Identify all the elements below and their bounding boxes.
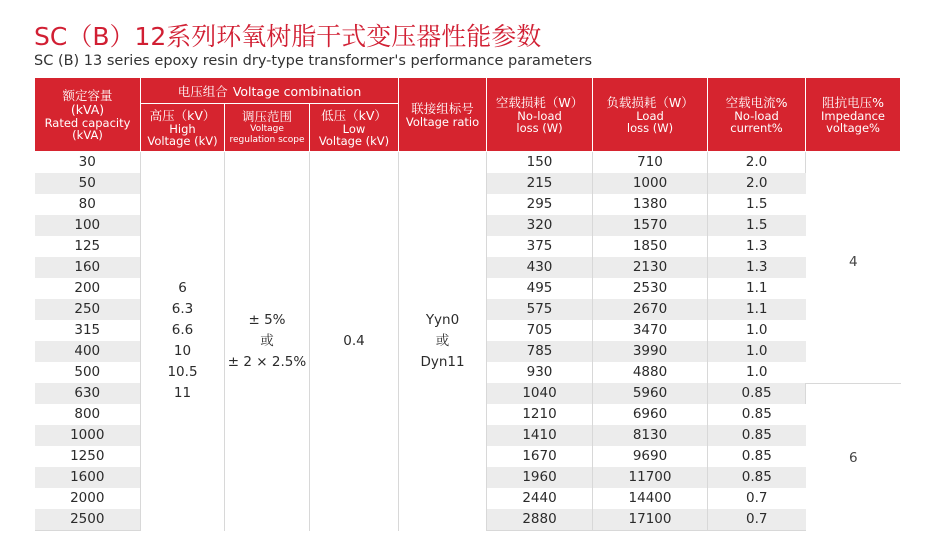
rated-capacity-cell: 30 <box>35 152 141 174</box>
voltage-ratio-cell-value: Yyn0 <box>425 311 460 328</box>
load-loss-cell: 4880 <box>593 362 708 383</box>
low-voltage-cell: 0.4 <box>310 152 399 531</box>
no-load-current-cell: 1.0 <box>746 322 768 338</box>
load-loss-cell: 1850 <box>593 236 708 257</box>
rated-capacity-cell: 200 <box>35 278 141 299</box>
no-load-current-cell: 0.85 <box>741 406 772 422</box>
header-regulation-scope: 调压范围 Voltage regulation scope <box>225 104 310 152</box>
high-voltage-cell-value: 6.3 <box>171 301 194 318</box>
header-low-voltage: 低压（kV） Low Voltage (kV) <box>310 104 399 152</box>
rated-capacity-cell: 1600 <box>35 467 141 488</box>
load-loss-cell: 2130 <box>593 257 708 278</box>
no-load-loss-cell: 1210 <box>487 404 593 425</box>
rated-capacity-cell: 2500 <box>35 509 141 531</box>
header-load-loss: 负载损耗（W） Load loss (W) <box>593 78 708 152</box>
page-subtitle: SC (B) 13 series epoxy resin dry-type transformer's performance parameters <box>34 53 593 69</box>
rated-capacity-cell: 630 <box>35 383 141 404</box>
load-loss-cell: 3990 <box>593 341 708 362</box>
performance-table <box>34 77 901 531</box>
no-load-current-cell: 1.5 <box>708 215 806 236</box>
no-load-current-cell: 0.85 <box>708 425 806 446</box>
load-loss-cell: 8130 <box>593 425 708 446</box>
no-load-loss-cell: 930 <box>487 362 593 383</box>
header-impedance-voltage: 阻抗电压% Impedance voltage% <box>806 78 901 152</box>
no-load-loss-cell: 1670 <box>487 446 593 467</box>
table-row <box>35 152 901 174</box>
no-load-loss-cell: 320 <box>487 215 593 236</box>
load-loss-cell: 9690 <box>593 446 708 467</box>
regulation-scope-cell <box>225 152 310 531</box>
header-no-load-loss: 空载损耗（W） No-load loss (W) <box>487 78 593 152</box>
rated-capacity-cell: 125 <box>35 236 141 257</box>
no-load-loss-cell: 150 <box>487 152 593 174</box>
regulation-scope-cell-value: ± 5% <box>248 311 286 328</box>
rated-capacity-cell: 160 <box>35 257 141 278</box>
load-loss-cell: 710 <box>593 152 708 174</box>
no-load-current-cell: 1.3 <box>746 238 768 254</box>
no-load-loss-cell: 785 <box>487 341 593 362</box>
voltage-ratio-cell-value: Dyn11 <box>420 353 465 370</box>
high-voltage-cell-value: 10 <box>173 343 192 360</box>
no-load-current-cell: 2.0 <box>708 152 806 174</box>
high-voltage-cell-value: 6 <box>178 280 187 297</box>
no-load-current-cell: 1.0 <box>746 364 768 380</box>
impedance-voltage-cell: 6 <box>806 383 901 531</box>
rated-capacity-cell: 1000 <box>35 425 141 446</box>
rated-capacity-cell: 250 <box>35 299 141 320</box>
no-load-loss-cell: 375 <box>487 236 593 257</box>
rated-capacity-cell: 2000 <box>35 488 141 509</box>
high-voltage-cell-value: 6.6 <box>171 322 194 339</box>
rated-capacity-cell: 315 <box>35 320 141 341</box>
no-load-loss-cell: 575 <box>487 299 593 320</box>
no-load-loss-cell: 705 <box>487 320 593 341</box>
no-load-current-cell: 0.7 <box>746 490 768 506</box>
load-loss-cell: 1570 <box>593 215 708 236</box>
regulation-scope-cell-value: ± 2 × 2.5% <box>227 353 307 370</box>
page-title: SC（B）12系列环氧树脂干式变压器性能参数 <box>34 22 542 51</box>
no-load-current-cell: 1.5 <box>746 196 768 212</box>
load-loss-cell: 1380 <box>593 194 708 215</box>
regulation-scope-cell-value: 或 <box>260 332 274 349</box>
no-load-current-cell: 0.85 <box>741 448 772 464</box>
high-voltage-cell-value: 11 <box>173 385 192 402</box>
rated-capacity-cell: 100 <box>35 215 141 236</box>
no-load-loss-cell: 1960 <box>487 467 593 488</box>
no-load-loss-cell: 495 <box>487 278 593 299</box>
high-voltage-cell <box>141 152 225 531</box>
no-load-current-cell: 0.85 <box>708 467 806 488</box>
no-load-current-cell: 2.0 <box>708 173 806 194</box>
rated-capacity-cell: 1250 <box>35 446 141 467</box>
voltage-ratio-cell-value: 或 <box>435 332 450 349</box>
load-loss-cell: 11700 <box>593 467 708 488</box>
load-loss-cell: 6960 <box>593 404 708 425</box>
rated-capacity-cell: 800 <box>35 404 141 425</box>
table-body <box>35 152 901 531</box>
load-loss-cell: 5960 <box>593 383 708 404</box>
no-load-loss-cell: 215 <box>487 173 593 194</box>
no-load-loss-cell: 430 <box>487 257 593 278</box>
no-load-loss-cell: 295 <box>487 194 593 215</box>
load-loss-cell: 2670 <box>593 299 708 320</box>
load-loss-cell: 2530 <box>593 278 708 299</box>
high-voltage-cell-value: 10.5 <box>167 364 198 381</box>
no-load-loss-cell: 2440 <box>487 488 593 509</box>
no-load-current-cell: 1.3 <box>708 257 806 278</box>
impedance-voltage-cell: 4 <box>806 152 901 384</box>
no-load-loss-cell: 1410 <box>487 425 593 446</box>
no-load-loss-cell: 2880 <box>487 509 593 531</box>
load-loss-cell: 3470 <box>593 320 708 341</box>
header-voltage-combination: 电压组合 Voltage combination <box>141 78 399 104</box>
no-load-current-cell: 0.85 <box>708 383 806 404</box>
header-voltage-ratio: 联接组标号 Voltage ratio <box>399 78 487 152</box>
rated-capacity-cell: 400 <box>35 341 141 362</box>
no-load-loss-cell: 1040 <box>487 383 593 404</box>
load-loss-cell: 17100 <box>593 509 708 531</box>
no-load-current-cell: 1.1 <box>708 299 806 320</box>
header-no-load-current: 空载电流% No-load current% <box>708 78 806 152</box>
load-loss-cell: 1000 <box>593 173 708 194</box>
voltage-ratio-cell <box>399 152 487 531</box>
no-load-current-cell: 0.7 <box>708 509 806 531</box>
rated-capacity-cell: 500 <box>35 362 141 383</box>
header-rated-capacity: 额定容量 (kVA) Rated capacity (kVA) <box>35 78 141 152</box>
no-load-current-cell: 1.1 <box>746 280 768 296</box>
rated-capacity-cell: 50 <box>35 173 141 194</box>
rated-capacity-cell: 80 <box>35 194 141 215</box>
no-load-current-cell: 1.0 <box>708 341 806 362</box>
header-high-voltage: 高压（kV） High Voltage (kV) <box>141 104 225 152</box>
load-loss-cell: 14400 <box>593 488 708 509</box>
